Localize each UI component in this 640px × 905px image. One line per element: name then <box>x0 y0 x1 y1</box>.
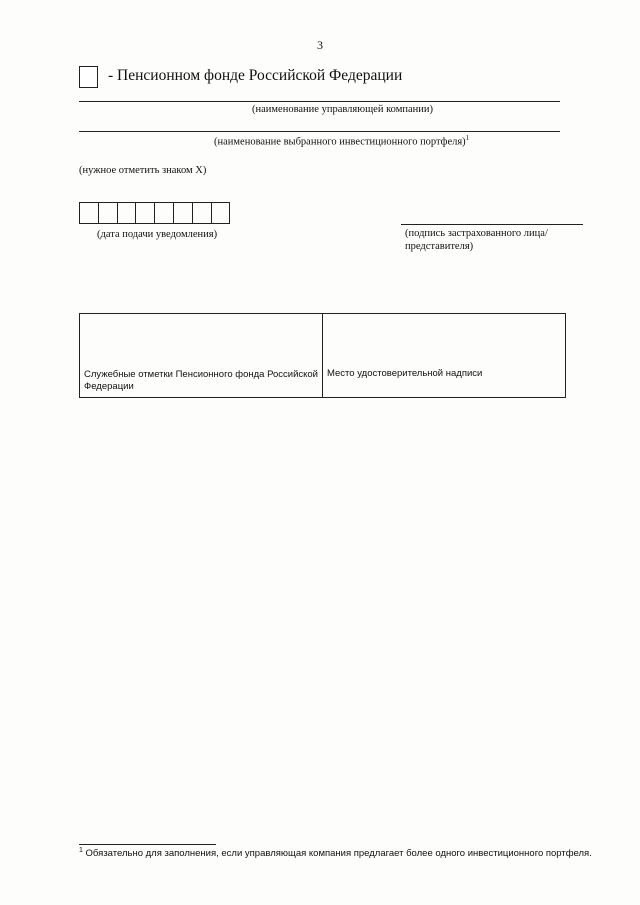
footnote-text: Обязательно для заполнения, если управляющая компания предлагает более одного инвестиционного портфеля. <box>85 848 592 860</box>
date-cell[interactable] <box>174 202 193 224</box>
mark-instruction: (нужное отметить знаком Х) <box>79 165 207 176</box>
certification-label: Место удостоверительной надписи <box>327 368 483 379</box>
date-cell[interactable] <box>136 202 155 224</box>
footnote <box>79 847 592 859</box>
submission-date-cells[interactable] <box>79 202 230 224</box>
investment-portfolio-line[interactable] <box>79 131 560 132</box>
date-cell[interactable] <box>118 202 137 224</box>
signature-line[interactable] <box>401 224 583 225</box>
management-company-caption: (наименование управляющей компании) <box>252 104 433 115</box>
service-marks-table <box>79 313 566 398</box>
investment-portfolio-caption <box>214 134 469 148</box>
pension-fund-label: - Пенсионном фонде Российской Федерации <box>108 67 403 84</box>
investment-portfolio-caption-text: (наименование выбранного инвестиционного портфеля) <box>214 136 466 148</box>
submission-date-caption: (дата подачи уведомления) <box>97 229 218 240</box>
footnote-reference: 1 <box>465 134 470 142</box>
date-cell[interactable] <box>193 202 212 224</box>
pension-fund-marks-cell <box>80 314 323 397</box>
signature-caption: (подпись застрахованного лица/ представителя) <box>405 228 548 252</box>
date-cell[interactable] <box>212 202 231 224</box>
date-cell[interactable] <box>155 202 174 224</box>
date-cell[interactable] <box>80 202 99 224</box>
pension-fund-checkbox[interactable] <box>79 66 98 88</box>
footnote-separator <box>79 844 216 845</box>
management-company-line[interactable] <box>79 101 560 102</box>
certification-cell <box>323 314 565 397</box>
footnote-number: 1 <box>79 847 83 854</box>
pension-fund-marks-label: Служебные отметки Пенсионного фонда Российской Федерации <box>84 369 318 392</box>
page-number: 3 <box>317 38 323 52</box>
date-cell[interactable] <box>99 202 118 224</box>
